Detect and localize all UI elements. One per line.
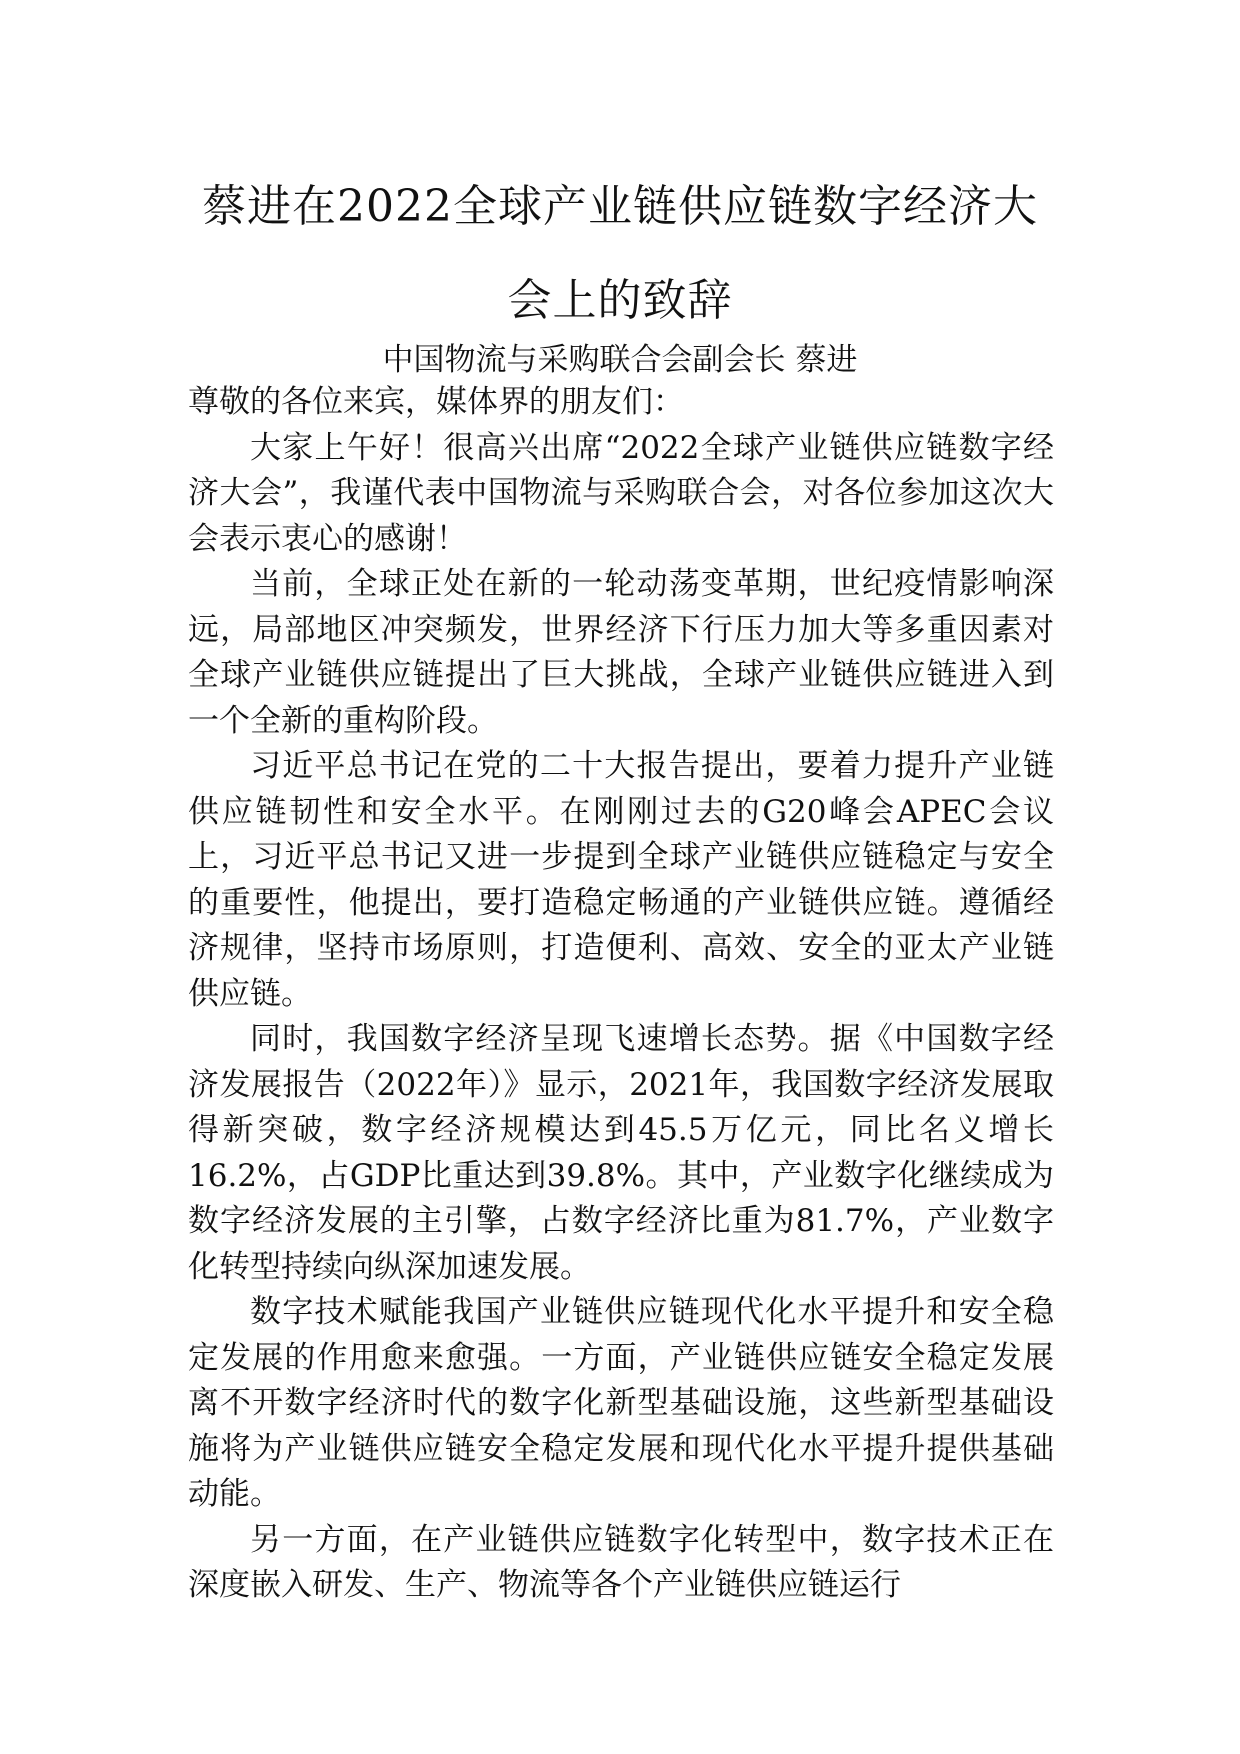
- paragraph-1: 大家上午好！很高兴出席“2022全球产业链供应链数字经济大会”，我谨代表中国物流与采购联合会，对各位参加这次大会表示衷心的感谢！: [188, 429, 1054, 557]
- title-line-2: 会上的致辞: [507, 275, 733, 326]
- paragraph-4: 同时，我国数字经济呈现飞速增长态势。据《中国数字经济发展报告（2022年）》显示，2021年，我国数字经济发展取得新突破，数字经济规模达到45.5万亿元，同比名义增长16.2%，占GDP比重达到39.8%。其中，产业数字化继续成为数字经济发展的主引擎，占数字经济比重为81.7%，产业数字化转型持续向纵深加速发展。: [188, 1021, 1054, 1285]
- title-line-1: 蔡进在2022全球产业链供应链数字经济大: [202, 181, 1038, 232]
- paragraph-6: 另一方面，在产业链供应链数字化转型中，数字技术正在深度嵌入研发、生产、物流等各个产业链供应链运行: [188, 1521, 1054, 1603]
- paragraph-5: 数字技术赋能我国产业链供应链现代化水平提升和安全稳定发展的作用愈来愈强。一方面，产业链供应链安全稳定发展离不开数字经济时代的数字化新型基础设施，这些新型基础设施将为产业链供应链安全稳定发展和现代化水平提升提供基础动能。: [188, 1294, 1054, 1512]
- speech-body: [188, 380, 1054, 1609]
- paragraph-3: 习近平总书记在党的二十大报告提出，要着力提升产业链供应链韧性和安全水平。在刚刚过去的G20峰会APEC会议上，习近平总书记又进一步提到全球产业链供应链稳定与安全的重要性，他提出，要打造稳定畅通的产业链供应链。遵循经济规律，坚持市场原则，打造便利、高效、安全的亚太产业链供应链。: [188, 748, 1054, 1012]
- document-title: [140, 160, 1100, 348]
- author-byline: 中国物流与采购联合会副会长 蔡进: [382, 342, 858, 378]
- salutation: 尊敬的各位来宾，媒体界的朋友们：: [188, 384, 684, 420]
- paragraph-2: 当前，全球正处在新的一轮动荡变革期，世纪疫情影响深远，局部地区冲突频发，世界经济下行压力加大等多重因素对全球产业链供应链提出了巨大挑战，全球产业链供应链进入到一个全新的重构阶段。: [188, 566, 1054, 739]
